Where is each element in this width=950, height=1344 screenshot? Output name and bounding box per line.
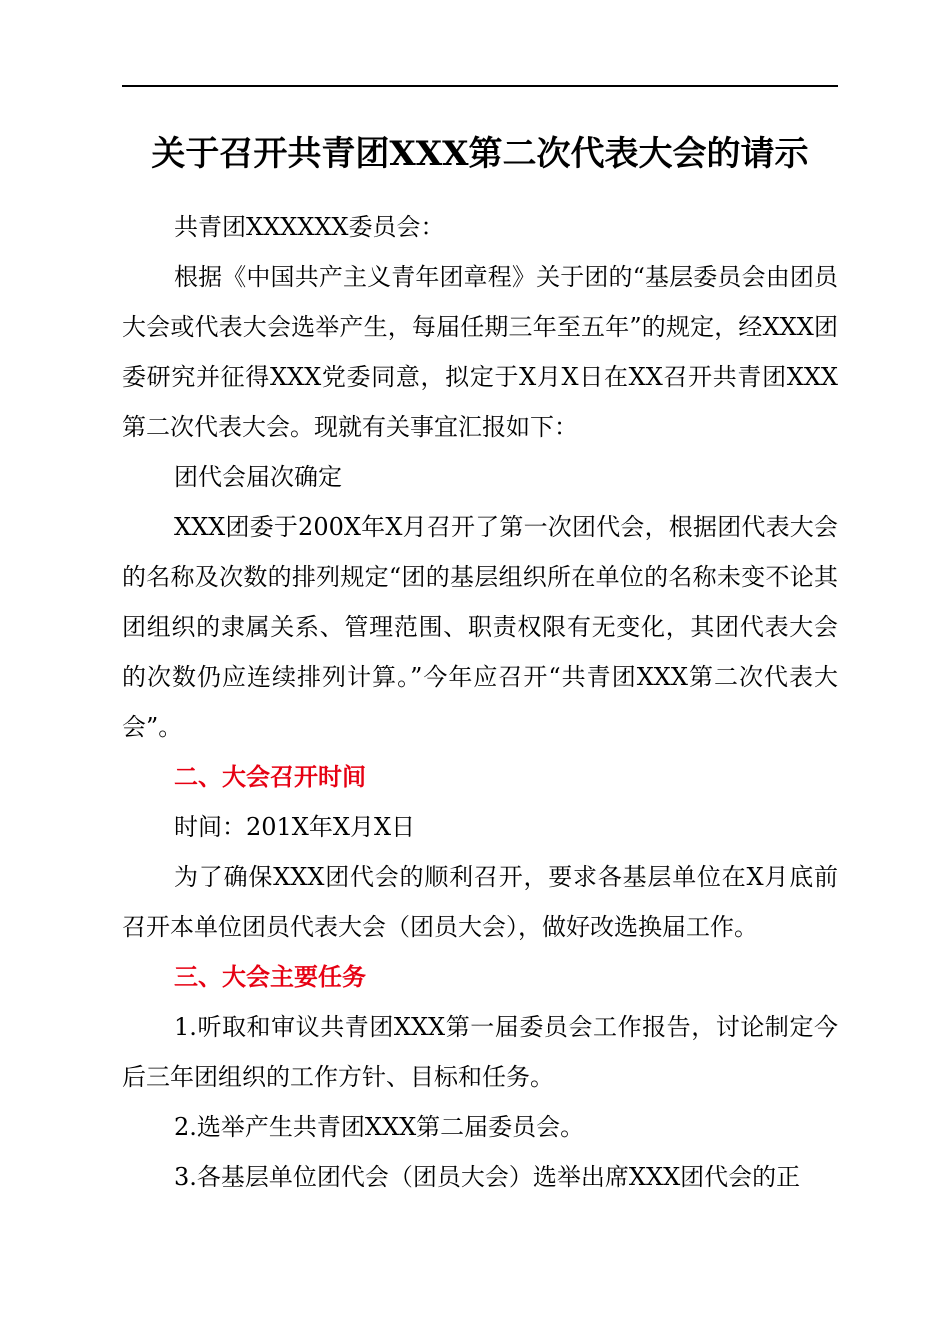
- section-two-heading: 二、大会召开时间: [174, 762, 366, 791]
- section-one-heading: 团代会届次确定: [174, 463, 342, 491]
- meeting-time: 时间：201X年X月X日: [174, 813, 416, 841]
- document-body: [122, 202, 838, 1202]
- section-one-paragraph: XXX团委于200X年X月召开了第一次团代会，根据团代表大会的名称及次数的排列规定“团的基层组织所在单位的名称未变不论其团组织的隶属关系、管理范围、职责权限有无变化，其团代表大会的次数仍应连续排列计算。”今年应召开“共青团XXX第二次代表大会”。: [122, 513, 838, 741]
- task-item-2: 2.选举产生共青团XXX第二届委员会。: [174, 1113, 585, 1141]
- task-item-3: 3.各基层单位团代会（团员大会）选举出席XXX团代会的正: [174, 1163, 801, 1191]
- task-item-1: 1.听取和审议共青团XXX第一届委员会工作报告，讨论制定今后三年团组织的工作方针、目标和任务。: [122, 1013, 838, 1091]
- section-three-heading: 三、大会主要任务: [174, 962, 366, 991]
- intro-paragraph: 根据《中国共产主义青年团章程》关于团的“基层委员会由团员大会或代表大会选举产生，每届任期三年至五年”的规定，经XXX团委研究并征得XXX党委同意，拟定于X月X日在XX召开共青团XXX第二次代表大会。现就有关事宜汇报如下：: [122, 263, 838, 441]
- document-title: 关于召开共青团XXX第二次代表大会的请示: [151, 134, 809, 174]
- salutation: 共青团XXXXXX委员会：: [174, 213, 445, 241]
- section-two-paragraph: 为了确保XXX团代会的顺利召开，要求各基层单位在X月底前召开本单位团员代表大会（团员大会），做好改选换届工作。: [122, 863, 838, 941]
- header-rule: [122, 85, 838, 87]
